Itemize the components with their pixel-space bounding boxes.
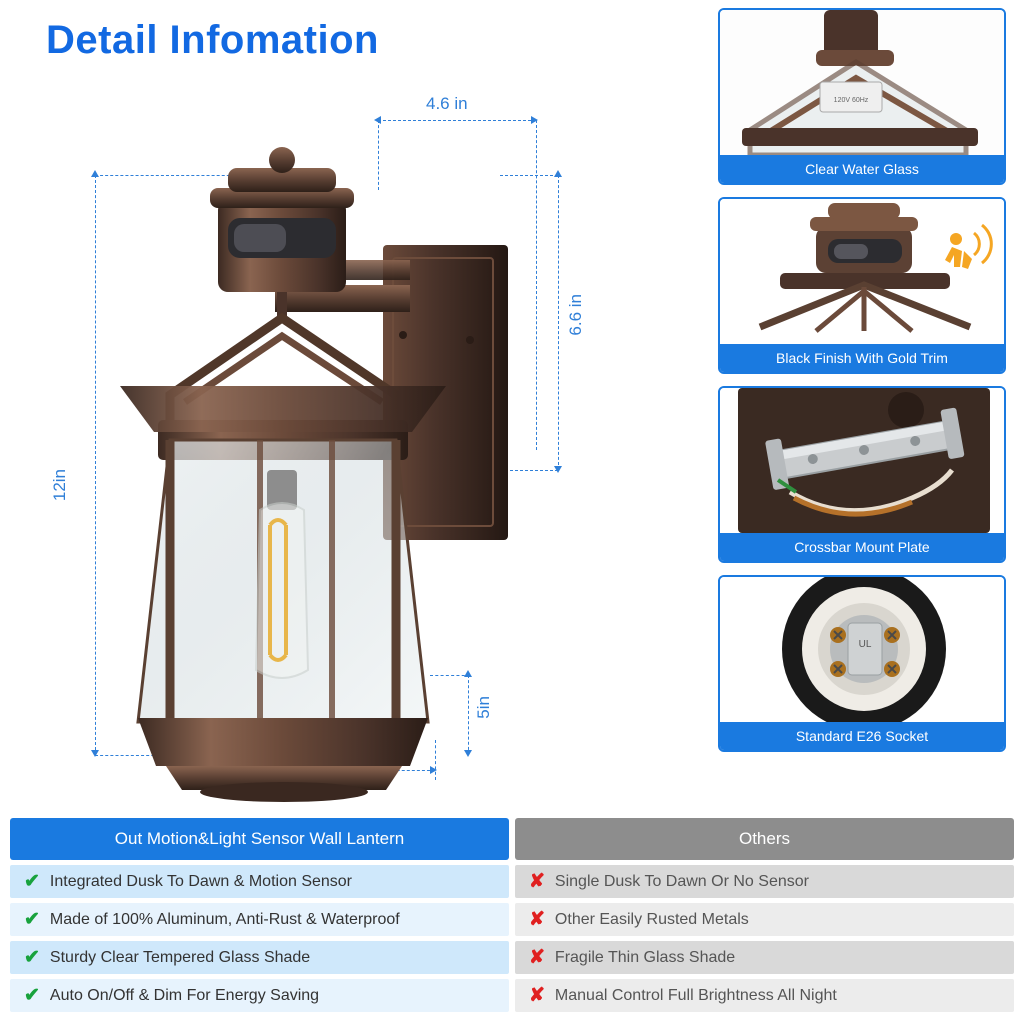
svg-text:120V 60Hz: 120V 60Hz (833, 97, 869, 104)
wall-lantern-illustration (110, 140, 570, 820)
feature-card-list (718, 8, 1006, 764)
comparison-row (10, 941, 1014, 974)
cross-icon: ✘ (529, 871, 545, 892)
card-photo-e26-socket (720, 577, 1004, 722)
feature-card[interactable] (718, 575, 1006, 752)
card-caption: Black Finish With Gold Trim (720, 344, 1004, 372)
dim-label-height-left: 12in (50, 465, 70, 505)
comparison-cell-ours (10, 903, 509, 936)
check-icon: ✔ (24, 947, 40, 968)
comparison-text-others: Single Dusk To Dawn Or No Sensor (554, 872, 809, 890)
feature-card[interactable] (718, 197, 1006, 374)
comparison-row (10, 865, 1014, 898)
comparison-text-others: Manual Control Full Brightness All Night (554, 986, 837, 1004)
comparison-text-ours: Auto On/Off & Dim For Energy Saving (49, 986, 320, 1004)
feature-card[interactable] (718, 386, 1006, 563)
cross-icon: ✘ (529, 909, 545, 930)
comparison-cell-others (515, 865, 1014, 898)
check-icon: ✔ (24, 871, 40, 892)
page-title: Detail Infomation (46, 18, 379, 62)
comparison-cell-others (515, 979, 1014, 1012)
comparison-text-ours: Sturdy Clear Tempered Glass Shade (49, 948, 311, 966)
svg-text:UL: UL (858, 639, 872, 650)
comparison-header-ours: Out Motion&Light Sensor Wall Lantern (10, 818, 509, 860)
check-icon: ✔ (24, 985, 40, 1006)
check-icon: ✔ (24, 909, 40, 930)
card-photo-crossbar-mount-plate (720, 388, 1004, 533)
comparison-row (10, 903, 1014, 936)
dimension-diagram (0, 80, 700, 810)
comparison-text-ours: Made of 100% Aluminum, Anti-Rust & Waterproof (49, 910, 400, 928)
dim-label-depth-small: 5in (474, 692, 494, 723)
feature-card[interactable] (718, 8, 1006, 185)
cross-icon: ✘ (529, 947, 545, 968)
comparison-row (10, 979, 1014, 1012)
card-caption: Clear Water Glass (720, 155, 1004, 183)
comparison-header-others: Others (515, 818, 1014, 860)
comparison-cell-ours (10, 865, 509, 898)
comparison-table (10, 818, 1014, 1012)
comparison-cell-ours (10, 941, 509, 974)
dim-label-width-top: 4.6 in (422, 94, 472, 114)
comparison-cell-ours (10, 979, 509, 1012)
card-photo-clear-water-glass (720, 10, 1004, 155)
comparison-text-others: Fragile Thin Glass Shade (554, 948, 736, 966)
comparison-header-row (10, 818, 1014, 860)
comparison-cell-others (515, 941, 1014, 974)
dim-label-height-right: 6.6 in (566, 290, 586, 340)
cross-icon: ✘ (529, 985, 545, 1006)
card-caption: Crossbar Mount Plate (720, 533, 1004, 561)
dim-line-height-left (95, 175, 96, 755)
comparison-cell-others (515, 903, 1014, 936)
card-photo-black-finish-gold-trim (720, 199, 1004, 344)
comparison-text-ours: Integrated Dusk To Dawn & Motion Sensor (49, 872, 353, 890)
card-caption: Standard E26 Socket (720, 722, 1004, 750)
dim-line-width-top (378, 120, 536, 121)
comparison-text-others: Other Easily Rusted Metals (554, 910, 749, 928)
